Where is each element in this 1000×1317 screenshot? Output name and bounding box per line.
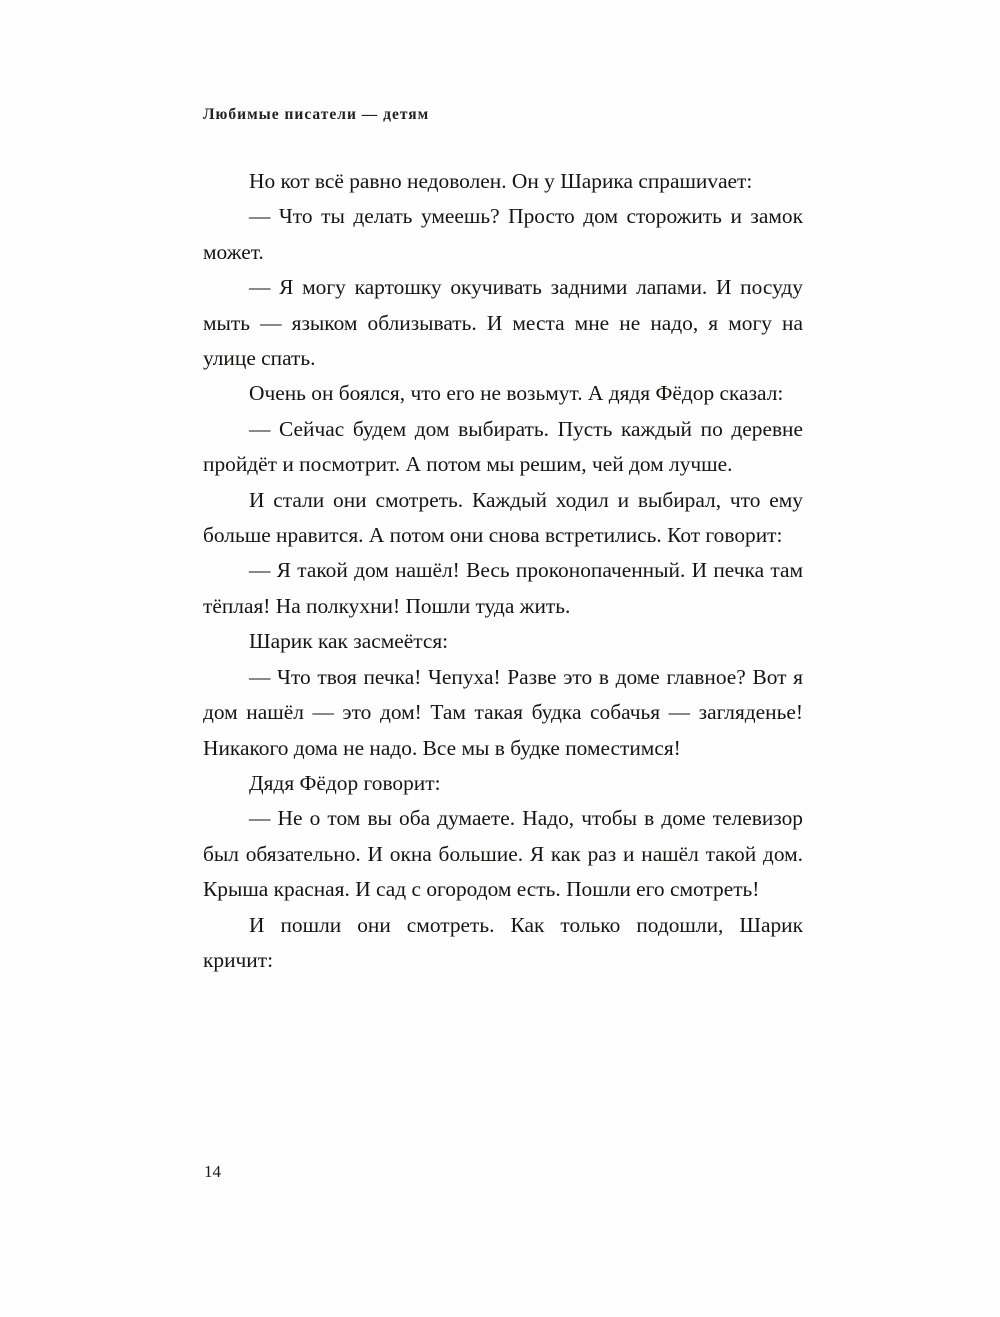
page-number: 14 bbox=[204, 1162, 221, 1181]
paragraph: — Я могу картошку окучивать задними лапами. И посуду мыть — языком облизывать. И места мне не надо, я могу на улице спать. bbox=[203, 275, 803, 371]
paragraph: И пошли они смотреть. Как только подошли, Шарик кричит: bbox=[203, 912, 803, 972]
paragraph: Но кот всё равно недоволен. Он у Шарика спрашиvает: bbox=[249, 169, 753, 193]
paragraph: — Что ты делать умеешь? Просто дом сторожить и замок может. bbox=[203, 204, 803, 264]
paragraph: — Сейчас будем дом выбирать. Пусть каждый по деревне пройдёт и посмотрит. А потом мы решим, чей дом лучше. bbox=[203, 416, 803, 477]
paragraph: И стали они смотреть. Каждый ходил и выбирал, что ему больше нравится. А потом они снова встретились. Кот говорит: bbox=[203, 487, 803, 548]
paragraph: Шарик как засмеётся: bbox=[249, 629, 449, 654]
paragraph: — Не о том вы оба думаете. Надо, чтобы в доме телевизор был обязательно. И окна большие. Я как раз и нашёл такой дом. Крыша красная. И сад с огородом есть. Пошли его смотреть! bbox=[203, 806, 803, 902]
page-body bbox=[203, 164, 803, 978]
paragraph: — Что твоя печка! Чепуха! Разве это в доме главное? Вот я дом нашёл — это дом! Там такая будка собачья — загляденье! Никакого дома не надо. Все мы в будке поместимся! bbox=[203, 664, 803, 760]
running-head: Любимые писатели — детям bbox=[203, 106, 430, 123]
paragraph: — Я такой дом нашёл! Весь проконопаченный. И печка там тёплая! На полкухни! Пошли туда жить. bbox=[203, 558, 803, 618]
paragraph: Очень он боялся, что его не возьмут. А дядя Фёдор сказал: bbox=[249, 381, 784, 406]
paragraph: Дядя Фёдор говорит: bbox=[249, 770, 441, 795]
